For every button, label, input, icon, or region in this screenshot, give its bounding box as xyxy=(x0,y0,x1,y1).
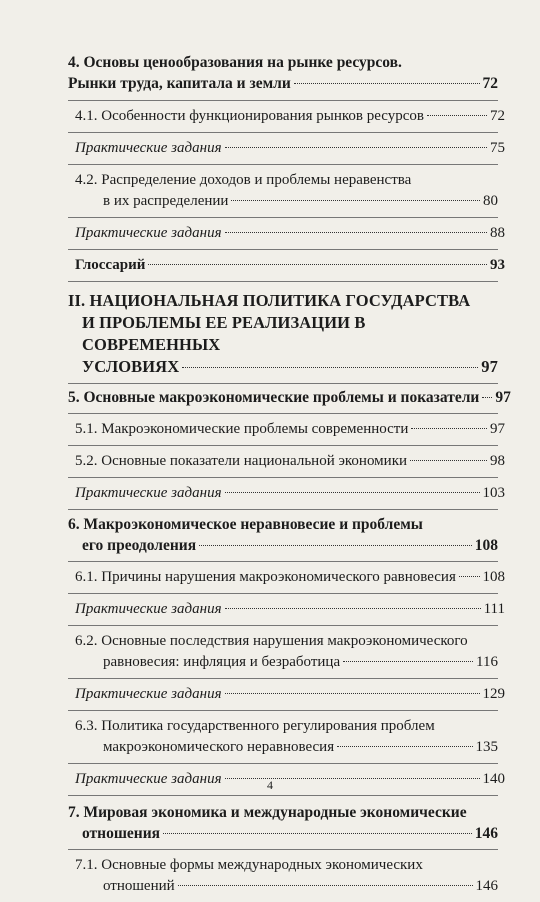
toc-entry-4-2 xyxy=(75,170,498,212)
page-ref: 108 xyxy=(482,569,505,585)
entry-title: 5.1. Макроэкономические проблемы современности xyxy=(75,421,409,437)
entry-title: 5.2. Основные показатели национальной экономики xyxy=(75,453,408,469)
part-title-line: II. НАЦИОНАЛЬНАЯ ПОЛИТИКА ГОСУДАРСТВА xyxy=(68,291,471,310)
entry-title: макроэкономического неравновесия xyxy=(103,739,335,755)
page-ref: 146 xyxy=(474,825,498,842)
entry-title: Практические задания xyxy=(75,140,222,156)
page-ref: 98 xyxy=(490,453,505,469)
chapter-title-line: его преодоления xyxy=(82,537,197,554)
page-ref: 80 xyxy=(483,193,498,209)
toc-entry-4-1 xyxy=(75,106,505,127)
chapter-title-line: 5. Основные макроэкономические проблемы и показатели xyxy=(68,389,480,406)
dot-leader xyxy=(231,200,480,201)
part-title-line: УСЛОВИЯХ xyxy=(82,357,180,376)
toc-entry-practice xyxy=(75,138,505,159)
part-2-heading xyxy=(68,290,498,378)
entry-title: 6.3. Политика государственного регулирования проблем xyxy=(75,718,435,734)
dot-leader xyxy=(182,367,478,368)
page-ref: 93 xyxy=(490,257,505,273)
chapter-title-line: 6. Макроэкономическое неравновесие и проблемы xyxy=(68,516,423,533)
dot-leader xyxy=(225,608,481,609)
toc-entry-5-1 xyxy=(75,419,505,440)
table-of-contents xyxy=(68,52,511,902)
chapter-7-heading xyxy=(68,802,498,844)
entry-title: Практические задания xyxy=(75,225,222,241)
dot-leader xyxy=(148,264,487,265)
chapter-title-line: отношения xyxy=(82,825,161,842)
page-ref: 75 xyxy=(490,140,505,156)
page-ref: 88 xyxy=(490,225,505,241)
toc-entry-practice xyxy=(75,599,505,620)
entry-title: Глоссарий xyxy=(75,257,146,273)
dot-leader xyxy=(225,693,480,694)
chapter-4-heading xyxy=(68,52,498,94)
dot-leader xyxy=(199,545,472,546)
entry-title: в их распределении xyxy=(103,193,229,209)
page-ref: 135 xyxy=(475,739,498,755)
page-ref: 140 xyxy=(482,771,505,787)
dot-leader xyxy=(225,147,487,148)
toc-entry-practice xyxy=(75,483,505,504)
entry-title: 6.2. Основные последствия нарушения макроэкономического xyxy=(75,633,468,649)
chapter-title-line: 7. Мировая экономика и международные экономические xyxy=(68,804,467,821)
entry-title: 4.2. Распределение доходов и проблемы неравенства xyxy=(75,172,412,188)
entry-title: Практические задания xyxy=(75,601,222,617)
dot-leader xyxy=(294,83,480,84)
dot-leader xyxy=(411,428,487,429)
entry-title: 4.1. Особенности функционирования рынков ресурсов xyxy=(75,108,424,124)
part-title-line: И ПРОБЛЕМЫ ЕЕ РЕАЛИЗАЦИИ В СОВРЕМЕННЫХ xyxy=(82,313,366,354)
entry-title: 6.1. Причины нарушения макроэкономического равновесия xyxy=(75,569,456,585)
page-ref: 97 xyxy=(495,389,511,406)
dot-leader xyxy=(427,115,487,116)
dot-leader xyxy=(178,885,473,886)
entry-title: Практические задания xyxy=(75,485,222,501)
page-ref: 116 xyxy=(476,654,498,670)
chapter-title-line: 4. Основы ценообразования на рынке ресурсов. xyxy=(68,54,402,71)
toc-entry-6-3 xyxy=(75,716,498,758)
dot-leader xyxy=(337,746,472,747)
entry-title: равновесия: инфляция и безработица xyxy=(103,654,341,670)
dot-leader xyxy=(225,492,480,493)
toc-entry-5-2 xyxy=(75,451,505,472)
dot-leader xyxy=(459,576,480,577)
page-ref: 72 xyxy=(482,75,498,92)
entry-title: Практические задания xyxy=(75,771,222,787)
page-ref: 146 xyxy=(475,878,498,894)
page-ref: 72 xyxy=(490,108,505,124)
entry-title: отношений xyxy=(103,878,175,894)
entry-title: Практические задания xyxy=(75,686,222,702)
dot-leader xyxy=(343,661,473,662)
page-ref: 108 xyxy=(474,537,498,554)
page-ref: 103 xyxy=(482,485,505,501)
dot-leader xyxy=(410,460,487,461)
divider xyxy=(68,281,498,282)
page-ref: 97 xyxy=(490,421,505,437)
chapter-5-heading xyxy=(68,387,511,408)
toc-entry-6-1 xyxy=(75,567,505,588)
page-ref: 111 xyxy=(483,601,505,617)
page-ref: 129 xyxy=(482,686,505,702)
dot-leader xyxy=(163,833,472,834)
dot-leader xyxy=(225,232,487,233)
toc-entry-glossary xyxy=(75,255,505,276)
page-ref: 97 xyxy=(481,357,498,376)
chapter-title-line: Рынки труда, капитала и земли xyxy=(68,75,291,92)
chapter-6-heading xyxy=(68,514,498,556)
dot-leader xyxy=(482,397,492,398)
page-number: 4 xyxy=(267,778,273,792)
toc-entry-practice xyxy=(75,684,505,705)
toc-entry-practice xyxy=(75,223,505,244)
entry-title: 7.1. Основные формы международных экономических xyxy=(75,857,423,873)
toc-entry-7-1 xyxy=(75,855,498,897)
toc-entry-6-2 xyxy=(75,631,498,673)
